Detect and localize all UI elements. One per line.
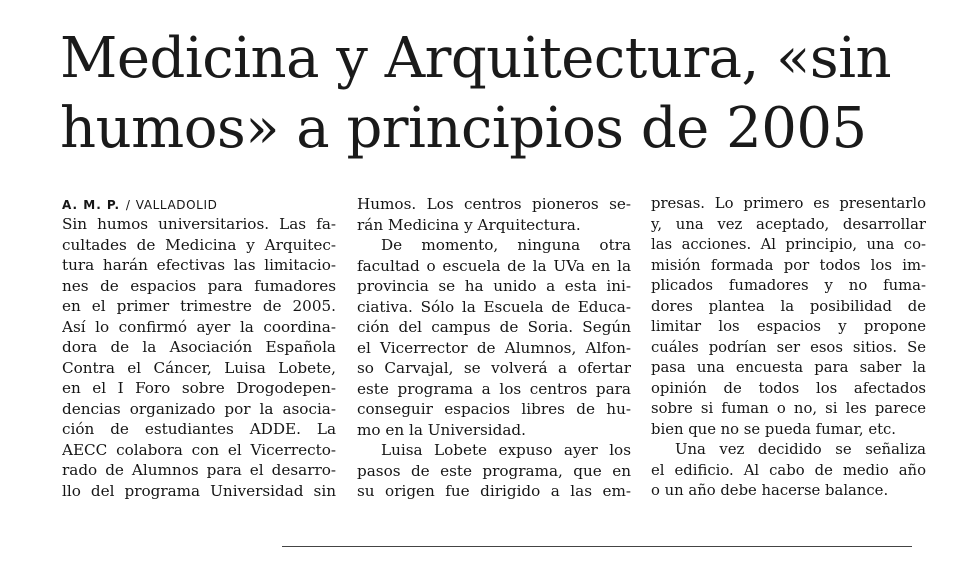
- column-line: pasos de este programa, que en: [357, 461, 631, 480]
- column-line: bien que no se pueda fumar, etc.: [651, 420, 897, 438]
- article-column-2: [357, 194, 631, 502]
- column-line: el edificio. Al cabo de medio año: [651, 461, 926, 479]
- column-line: provincia se ha unido a esta ini-: [357, 277, 631, 295]
- column-line: en el I Foro sobre Drogodepen-: [62, 379, 336, 397]
- column-line: este programa a los centros para: [357, 379, 631, 398]
- column-line: pasa una encuesta para saber la: [651, 359, 926, 376]
- column-line: De momento, ninguna otra: [381, 236, 631, 254]
- column-line: en el primer trimestre de 2005.: [62, 297, 336, 315]
- column-line: dores plantea la posibilidad de: [651, 297, 926, 315]
- column-line: Luisa Lobete expuso ayer los: [381, 441, 631, 459]
- column-line: tura harán efectivas las limitacio-: [62, 256, 336, 274]
- column-line: llo del programa Universidad sin: [62, 481, 336, 500]
- column-line: limitar los espacios y propone: [651, 318, 926, 335]
- column-line: ciativa. Sólo la Escuela de Educa-: [357, 297, 631, 316]
- column-line: dencias organizado por la asocia-: [62, 399, 336, 418]
- byline-separator: /: [125, 198, 130, 212]
- column-line: cuáles podrían ser esos sitios. Se: [651, 338, 926, 356]
- column-line: su origen fue dirigido a las em-: [357, 482, 631, 500]
- column-line: sobre si fuman o no, si les parece: [651, 400, 926, 417]
- column-line: Una vez decidido se señaliza: [675, 441, 926, 458]
- bottom-rule: [282, 546, 912, 547]
- column-line: ción de estudiantes ADDE. La: [62, 420, 336, 438]
- column-line: presas. Lo primero es presentarlo: [651, 195, 926, 212]
- column-line: rán Medicina y Arquitectura.: [357, 215, 581, 234]
- headline-line-1: Medicina y Arquitectura, «sin: [60, 26, 892, 91]
- byline: [62, 197, 217, 213]
- column-line: Sin humos universitarios. Las fa-: [62, 215, 336, 233]
- column-line: AECC colabora con el Vicerrecto-: [62, 440, 336, 459]
- column-line: o un año debe hacerse balance.: [651, 482, 889, 499]
- column-line: Contra el Cáncer, Luisa Lobete,: [62, 358, 336, 377]
- column-line: nes de espacios para fumadores: [62, 276, 336, 295]
- column-line: cultades de Medicina y Arquitec-: [62, 235, 336, 254]
- headline-line-2: humos» a principios de 2005: [60, 96, 867, 161]
- byline-author: A. M. P.: [62, 198, 121, 212]
- column-line: y, una vez aceptado, desarrollar: [651, 215, 926, 233]
- headline: [60, 24, 960, 164]
- column-line: misión formada por todos los im-: [651, 256, 926, 274]
- column-line: Humos. Los centros pioneros se-: [357, 195, 631, 213]
- byline-place: VALLADOLID: [135, 198, 218, 212]
- column-line: opinión de todos los afectados: [651, 379, 926, 397]
- column-line: plicados fumadores y no fuma-: [651, 277, 926, 294]
- column-line: ción del campus de Soria. Según: [357, 318, 631, 336]
- column-line: so Carvajal, se volverá a ofertar: [357, 359, 631, 377]
- column-line: rado de Alumnos para el desarro-: [62, 461, 336, 479]
- column-line: dora de la Asociación Española: [62, 338, 336, 356]
- column-line: el Vicerrector de Alumnos, Alfon-: [357, 338, 631, 357]
- column-line: conseguir espacios libres de hu-: [357, 400, 631, 418]
- column-line: mo en la Universidad.: [357, 420, 526, 439]
- column-line: Así lo confirmó ayer la coordina-: [62, 317, 336, 336]
- column-line: facultad o escuela de la UVa en la: [357, 256, 631, 275]
- column-line: las acciones. Al principio, una co-: [651, 236, 926, 253]
- article-column-1: [62, 214, 336, 501]
- article-column-3: [651, 194, 926, 502]
